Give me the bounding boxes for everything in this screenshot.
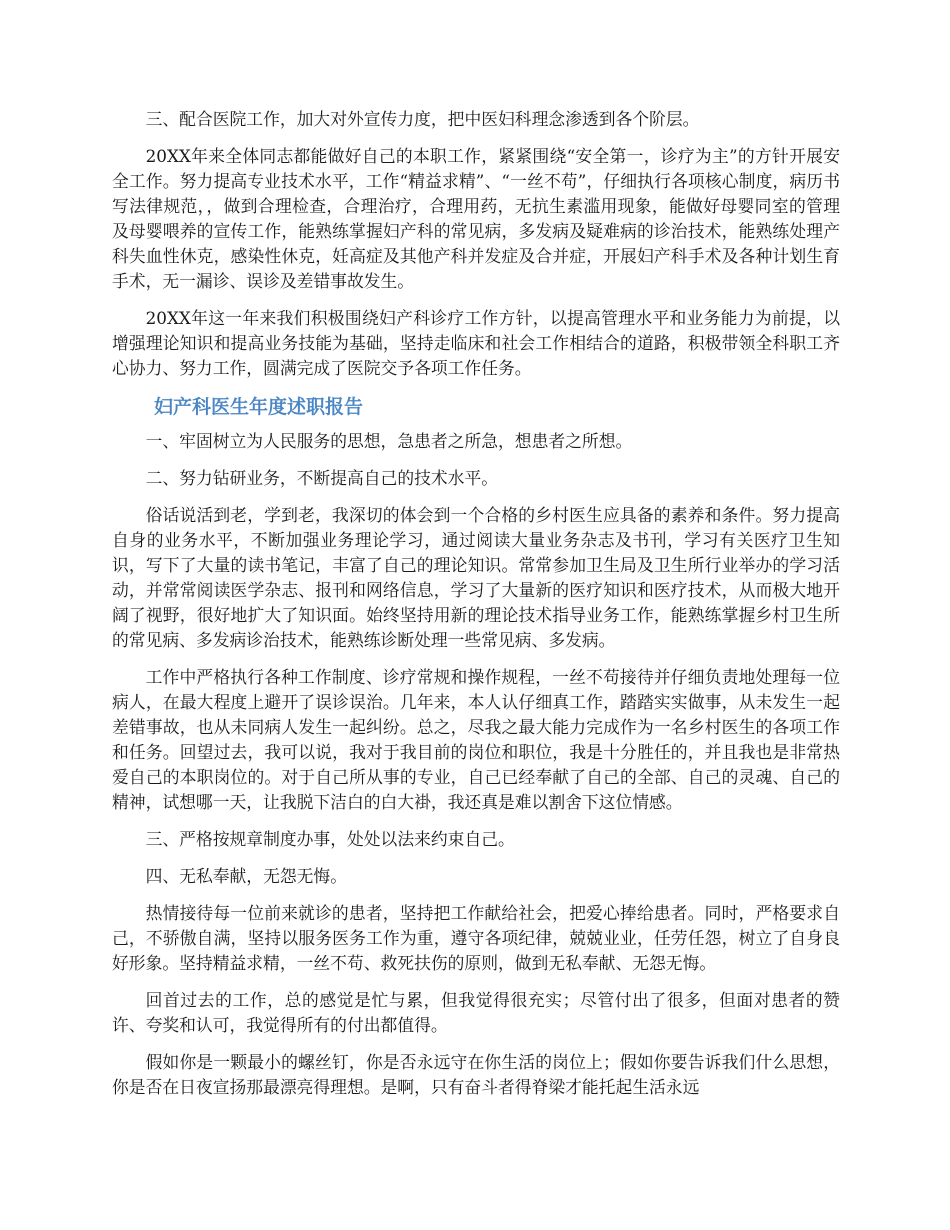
paragraph: 回首过去的工作，总的感觉是忙与累，但我觉得很充实；尽管付出了很多，但面对患者的赞许、夸奖和认可，我觉得所有的付出都值得。 (112, 990, 840, 1035)
paragraph: 一、牢固树立为人民服务的思想，急患者之所急，想患者之所想。 (145, 431, 633, 451)
paragraph: 20XX年这一年来我们积极围绕妇产科诊疗工作方针，以提高管理水平和业务能力为前提，以增强理论知识和提高业务技能为基础，坚持走临床和社会工作相结合的道路，积极带领全科职工齐心协力、努力工作，圆满完成了医院交予各项工作任务。 (112, 308, 840, 378)
document-page (112, 107, 840, 1112)
paragraph: 俗话说活到老，学到老，我深切的体会到一个合格的乡村医生应具备的素养和条件。努力提高自身的业务水平，不断加强业务理论学习，通过阅读大量业务杂志及书刊，学习有关医疗卫生知识，写下了大量的读书笔记，丰富了自己的理论知识。常常参加卫生局及卫生所行业举办的学习活动，并常常阅读医学杂志、报刊和网络信息，学习了大量新的医疗知识和医疗技术，从而极大地开阔了视野，很好地扩大了知识面。始终坚持用新的理论技术指导业务工作，能熟练掌握乡村卫生所的常见病、多发病诊治技术，能熟练诊断处理一些常见病、多发病。 (112, 505, 840, 650)
paragraph: 20XX年来全体同志都能做好自己的本职工作，紧紧围绕“安全第一，诊疗为主”的方针开展安全工作。努力提高专业技术水平，工作“精益求精”、“一丝不苟”，仔细执行各项核心制度，病历书写法律规范，，做到合理检查，合理治疗，合理用药，无抗生素滥用现象，能做好母婴同室的管理及母婴喂养的宣传工作，能熟练掌握妇产科的常见病，多发病及疑难病的诊治技术，能熟练处理产科失血性休克，感染性休克，妊高症及其他产科并发症及合并症，开展妇产科手术及各种计划生育手术，无一漏诊、误诊及差错事故发生。 (112, 146, 840, 291)
paragraph: 假如你是一颗最小的螺丝钉，你是否永远守在你生活的岗位上；假如你要告诉我们什么思想，你是否在日夜宣扬那最漂亮得理想。是啊，只有奋斗者得脊梁才能托起生活永远 (112, 1052, 840, 1097)
paragraph: 三、严格按规章制度办事，处处以法来约束自己。 (145, 829, 515, 849)
section-heading: 妇产科医生年度述职报告 (154, 396, 364, 418)
paragraph: 二、努力钻研业务，不断提高自己的技术水平。 (145, 468, 499, 488)
paragraph: 热情接待每一位前来就诊的患者，坚持把工作献给社会，把爱心捧给患者。同时，严格要求自己，不骄傲自满，坚持以服务医务工作为重，遵守各项纪律，兢兢业业，任劳任怨，树立了自身良好形象。坚持精益求精，一丝不苟、救死扶伤的原则，做到无私奉献、无怨无悔。 (112, 903, 840, 973)
paragraph: 工作中严格执行各种工作制度、诊疗常规和操作规程，一丝不苟接待并仔细负责地处理每一位病人，在最大程度上避开了误诊误治。几年来，本人认仔细真工作，踏踏实实做事，从未发生一起差错事故，也从未同病人发生一起纠纷。总之，尽我之最大能力完成作为一名乡村医生的各项工作和任务。回望过去，我可以说，我对于我目前的岗位和职位，我是十分胜任的，并且我也是非常热爱自己的本职岗位的。对于自己所从事的专业，自己已经奉献了自己的全部、自己的灵魂、自己的精神，试想哪一天，让我脱下洁白的白大褂，我还真是难以割舍下这位情感。 (112, 667, 840, 812)
paragraph: 三、配合医院工作，加大对外宣传力度，把中医妇科理念渗透到各个阶层。 (145, 109, 700, 129)
paragraph: 四、无私奉献，无怨无悔。 (145, 866, 347, 886)
